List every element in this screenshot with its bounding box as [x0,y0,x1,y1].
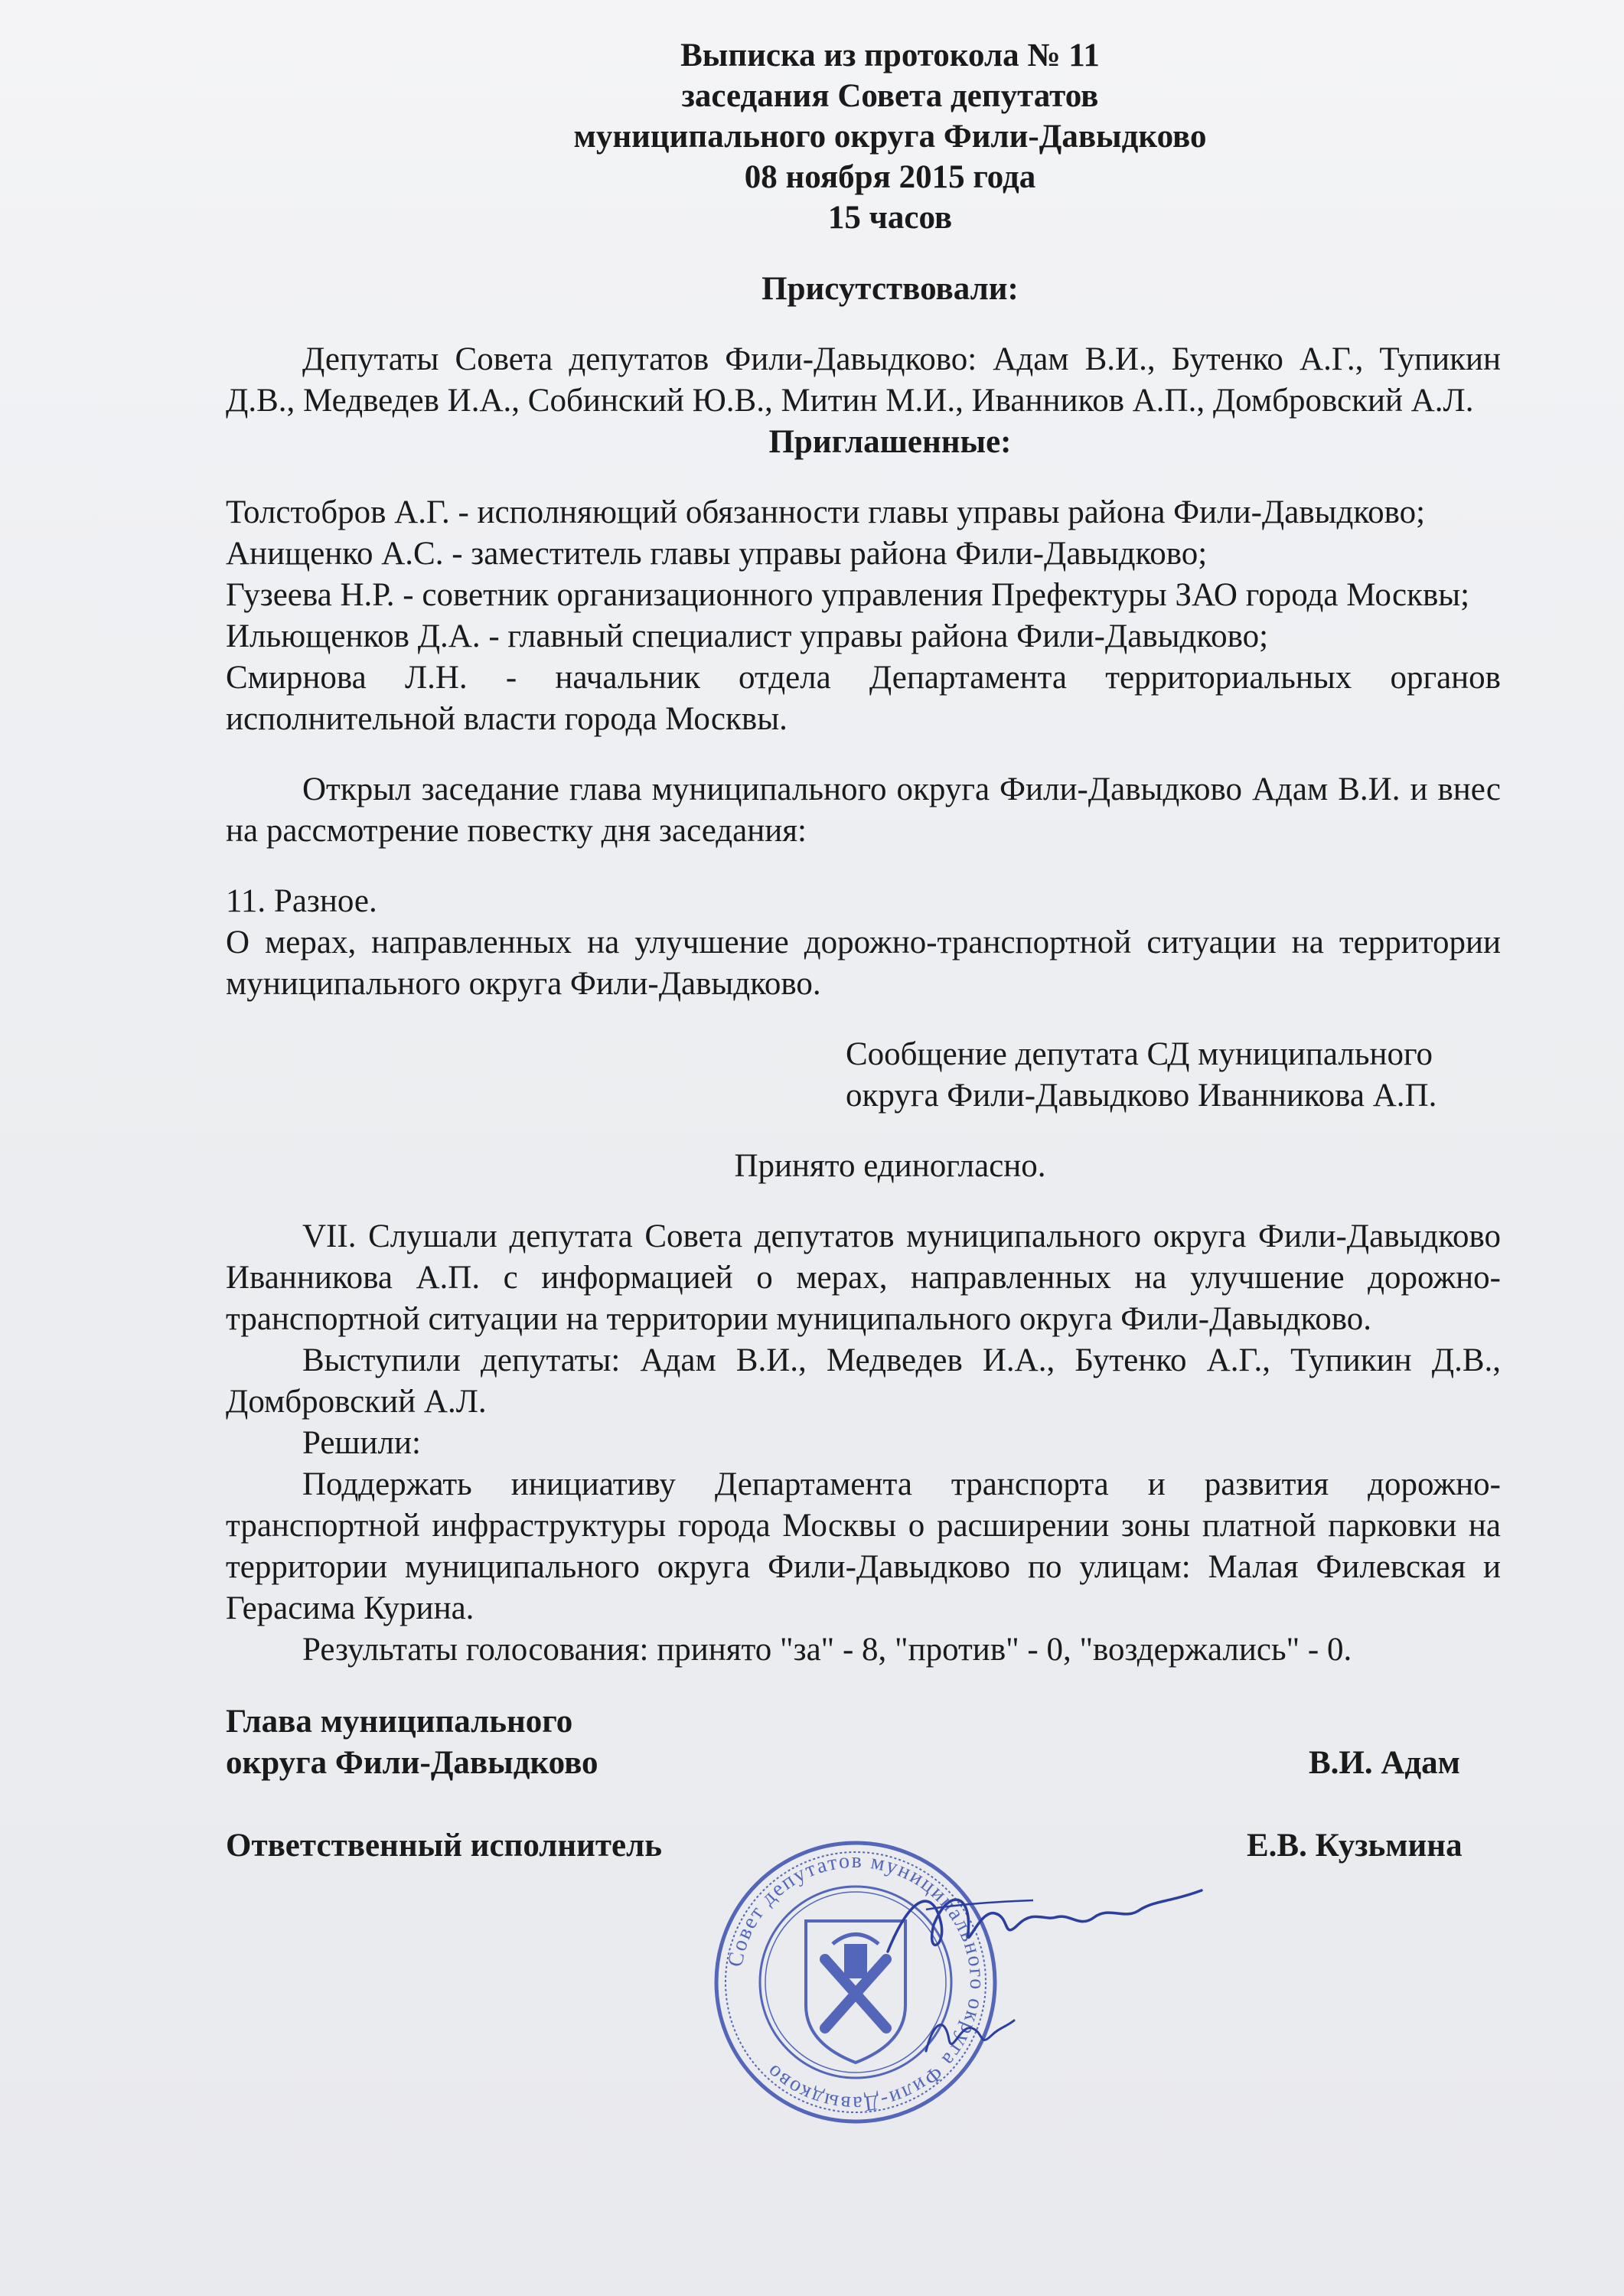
head-name: В.И. Адам [1309,1745,1460,1781]
executor-handwritten-signature [918,2005,1018,2063]
report-attribution [846,1034,1501,1117]
head-title-line-2: округа Фили-Давыдково [226,1745,598,1781]
head-title-line-1: Глава муниципального [226,1704,573,1740]
opening-text: Открыл заседание глава муниципального округа Фили-Давыдково Адам В.И. и внес на рассмотрение повестку дня заседания: [226,771,1501,849]
heard-paragraph: VII. Слушали депутата Совета депутатов муниципального округа Фили-Давыдково Иванникова А.П. с информацией о мерах, направленных на улучшение дорожно-транспортной ситуации на территории муниципального округа Фили-Давыдково. [226,1218,1501,1337]
agenda-text: О мерах, направленных на улучшение дорожно-транспортной ситуации на территории муниципального округа Фили-Давыдково. [226,925,1501,1002]
voting-results: Результаты голосования: принято "за" - 8, "против" - 0, "воздержались" - 0. [302,1632,1352,1668]
signature-row-head-2 [226,1743,1501,1784]
stamp-text: Совет депутатов муниципального округа Фили-Давыдково [723,1848,990,2116]
executor-title: Ответственный исполнитель [226,1828,663,1864]
speakers-paragraph: Выступили депутаты: Адам В.И., Медведев И.А., Бутенко А.Г., Тупикин Д.В., Домбровский А.Л. [226,1342,1501,1420]
invited-heading: Приглашенные: [768,424,1012,460]
accepted-note: Принято единогласно. [734,1148,1046,1184]
decided-label: Решили: [302,1425,421,1461]
report-line-1: Сообщение депутата СД муниципального [846,1036,1433,1072]
head-handwritten-signature [880,1879,1209,1963]
decision-paragraph: Поддержать инициативу Департамента транспорта и развития дорожно-транспортной инфраструктуры города Москвы о расширении зоны платной парковки на территории муниципального округа Фили-Давыдково по улицам: Малая Филевская и Герасима Курина. [226,1466,1501,1626]
header-line-2: заседания Совета депутатов [681,78,1099,114]
invited-item: Анищенко А.С. - заместитель главы управы района Фили-Давыдково; [226,536,1208,572]
signature-row-head [226,1701,1501,1743]
header-line-3: муниципального округа Фили-Давыдково [573,119,1207,155]
report-line-2: округа Фили-Давыдково Иванникова А.П. [846,1078,1437,1114]
header-title: Выписка из протокола № 11 [680,38,1100,73]
document-header [279,35,1501,238]
invited-item: Гузеева Н.Р. - советник организационного управления Префектуры ЗАО города Москвы; [226,577,1470,613]
header-time: 15 часов [827,200,953,236]
present-text: Депутаты Совета депутатов Фили-Давыдково: Адам В.И., Бутенко А.Г., Тупикин Д.В., Медведев И.А., Собинский Ю.В., Митин М.И., Иванников А.П., Домбровский А.Л. [226,341,1501,419]
invited-item: Толстобров А.Г. - исполняющий обязанности главы управы района Фили-Давыдково; [226,494,1426,530]
invited-item: Ильющенков Д.А. - главный специалист управы района Фили-Давыдково; [226,618,1269,654]
executor-name: Е.В. Кузьмина [1247,1828,1463,1864]
agenda-item: 11. Разное. [226,883,377,919]
document-body [226,35,1501,1867]
header-date: 08 ноября 2015 года [744,159,1036,195]
invited-item: Смирнова Л.Н. - начальник отдела Департамента территориальных органов исполнительной власти города Москвы. [226,660,1501,737]
present-heading: Присутствовали: [761,271,1019,307]
